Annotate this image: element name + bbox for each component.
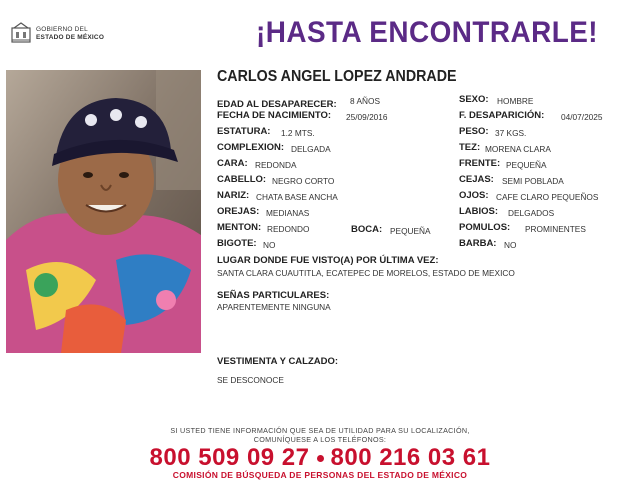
portrait-illustration <box>6 70 201 353</box>
field-ojos-label: OJOS: <box>459 190 489 201</box>
info-line-2: COMUNÍQUESE A LOS TELÉFONOS: <box>253 435 387 444</box>
field-peso-label: PESO: <box>459 126 489 137</box>
field-tez-label: TEZ: <box>459 142 481 153</box>
field-cara-label: CARA: <box>217 158 248 169</box>
field-frente-value: PEQUEÑA <box>506 160 547 170</box>
field-orejas-label: OREJAS: <box>217 206 260 217</box>
phone-numbers <box>0 444 640 472</box>
info-line-1: SI USTED TIENE INFORMACIÓN QUE SEA DE UTILIDAD PARA SU LOCALIZACIÓN, <box>170 426 470 435</box>
field-cabello-value: NEGRO CORTO <box>272 176 335 186</box>
field-nariz-value: CHATA BASE ANCHA <box>256 192 338 202</box>
field-labios-label: LABIOS: <box>459 206 499 217</box>
field-barba-label: BARBA: <box>459 238 497 249</box>
field-fecha-nac-label: FECHA DE NACIMIENTO: <box>217 110 331 121</box>
field-f-desap-label: F. DESAPARICIÓN: <box>459 110 545 121</box>
field-estatura-value: 1.2 MTS. <box>281 128 315 138</box>
field-pomulos-value: PROMINENTES <box>525 224 586 234</box>
senas-label: SEÑAS PARTICULARES: <box>217 290 330 301</box>
gov-line-2: ESTADO DE MÉXICO <box>36 33 105 41</box>
location-value: SANTA CLARA CUAUTITLA, ECATEPEC DE MORELOS, ESTADO DE MEXICO <box>217 268 515 278</box>
government-logo <box>10 22 130 44</box>
field-f-desap-value: 04/07/2025 <box>561 112 603 122</box>
headline: ¡HASTA ENCONTRARLE! <box>256 16 599 49</box>
field-tez-value: MORENA CLARA <box>485 144 551 154</box>
field-estatura-label: ESTATURA: <box>217 126 271 137</box>
government-name <box>36 26 104 41</box>
field-cara-value: REDONDA <box>255 160 297 170</box>
field-cejas-value: SEMI POBLADA <box>502 176 564 186</box>
field-cejas-label: CEJAS: <box>459 174 494 185</box>
field-nariz-label: NARIZ: <box>217 190 250 201</box>
field-cabello-label: CABELLO: <box>217 174 267 185</box>
field-complexion-label: COMPLEXION: <box>217 142 285 153</box>
phone-1[interactable]: 800 509 09 27 <box>149 444 310 471</box>
field-pomulos-label: POMULOS: <box>459 222 511 233</box>
field-fecha-nac-value: 25/09/2016 <box>346 112 388 122</box>
commission-name: COMISIÓN DE BÚSQUEDA DE PERSONAS DEL ESTADO DE MÉXICO <box>172 470 468 480</box>
field-labios-value: DELGADOS <box>508 208 555 218</box>
person-name: CARLOS ANGEL LOPEZ ANDRADE <box>217 68 457 85</box>
field-complexion-value: DELGADA <box>291 144 331 154</box>
field-frente-label: FRENTE: <box>459 158 501 169</box>
field-bigote-value: NO <box>263 240 276 250</box>
vestimenta-label: VESTIMENTA Y CALZADO: <box>217 356 339 367</box>
field-menton-label: MENTON: <box>217 222 262 233</box>
missing-person-photo <box>6 70 201 353</box>
field-boca-label: BOCA: <box>351 224 383 235</box>
field-sexo-label: SEXO: <box>459 94 489 105</box>
vestimenta-value: SE DESCONOCE <box>217 375 284 385</box>
bullet-icon <box>317 455 324 462</box>
field-ojos-value: CAFE CLARO PEQUEÑOS <box>496 192 599 202</box>
gov-line-1: GOBIERNO DEL <box>36 26 88 33</box>
location-label: LUGAR DONDE FUE VISTO(A) POR ÚLTIMA VEZ: <box>217 255 439 266</box>
field-menton-value: REDONDO <box>267 224 310 234</box>
field-orejas-value: MEDIANAS <box>266 208 310 218</box>
field-peso-value: 37 KGS. <box>495 128 527 138</box>
state-emblem-icon <box>10 22 32 44</box>
field-label: EDAD AL DESAPARECER: <box>217 99 337 110</box>
senas-value: APARENTEMENTE NINGUNA <box>217 302 331 312</box>
field-sexo-value: HOMBRE <box>497 96 534 106</box>
field-edad-value: 8 AÑOS <box>350 96 380 106</box>
field-bigote-label: BIGOTE: <box>217 238 257 249</box>
phone-2[interactable]: 800 216 03 61 <box>330 444 491 471</box>
field-boca-value: PEQUEÑA <box>390 226 431 236</box>
field-barba-value: NO <box>504 240 517 250</box>
